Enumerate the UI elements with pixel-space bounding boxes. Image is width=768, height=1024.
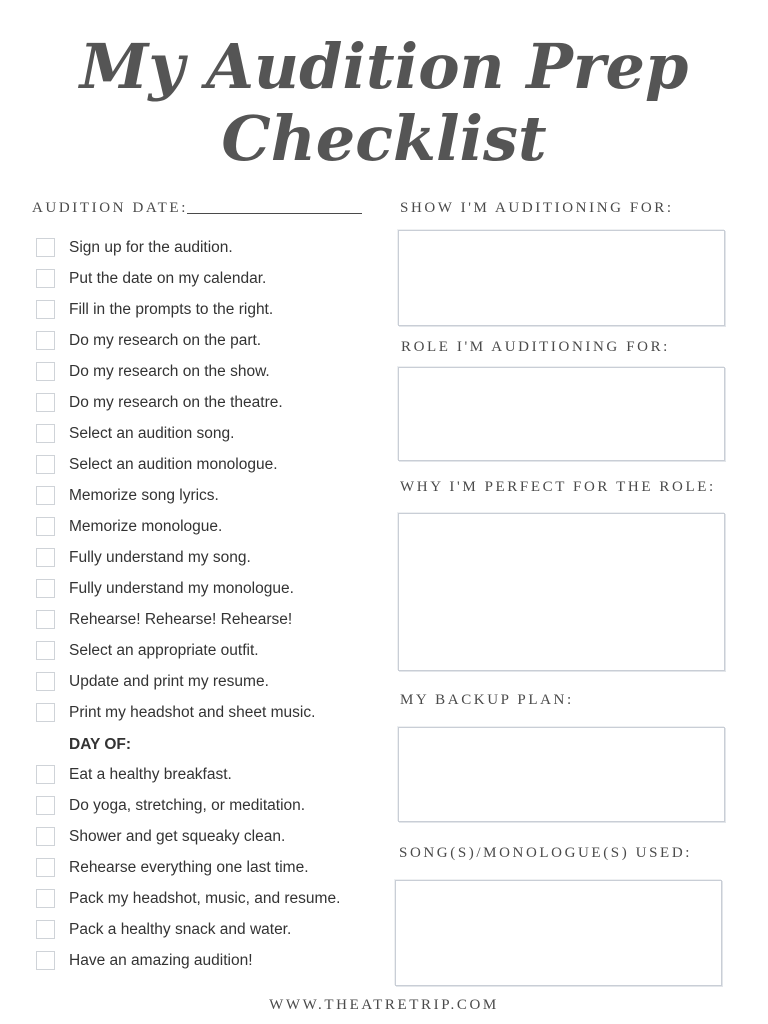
checkbox[interactable] (36, 517, 55, 536)
checklist-item[interactable] (36, 300, 386, 322)
checklist-item-label: Memorize monologue. (69, 518, 223, 535)
checklist-item[interactable] (36, 424, 386, 446)
checklist-item-label: Put the date on my calendar. (69, 270, 267, 287)
footer-url[interactable]: WWW.THEATRETRIP.COM (269, 997, 499, 1013)
audition-date-line[interactable] (187, 213, 362, 214)
day-of-item-label: Do yoga, stretching, or meditation. (69, 797, 306, 814)
checkbox[interactable] (36, 300, 55, 319)
checkbox[interactable] (36, 827, 55, 846)
day-of-item[interactable] (36, 765, 386, 787)
checklist-item-label: Rehearse! Rehearse! Rehearse! (69, 611, 293, 628)
checklist-item[interactable] (36, 579, 386, 601)
prompt-backup-box[interactable] (398, 727, 725, 822)
checkbox[interactable] (36, 920, 55, 939)
checklist-item-label: Print my headshot and sheet music. (69, 704, 316, 721)
checklist-item[interactable] (36, 641, 386, 663)
checkbox[interactable] (36, 548, 55, 567)
audition-date-label: AUDITION DATE: (32, 200, 188, 216)
prompt-backup-label: MY BACKUP PLAN: (400, 692, 574, 708)
prompt-role-label: ROLE I'M AUDITIONING FOR: (401, 339, 670, 355)
day-of-item-label: Pack my headshot, music, and resume. (69, 890, 341, 907)
day-of-item[interactable] (36, 889, 386, 911)
checklist-item[interactable] (36, 269, 386, 291)
checkbox[interactable] (36, 951, 55, 970)
checklist-item-label: Sign up for the audition. (69, 239, 233, 256)
checklist-item[interactable] (36, 393, 386, 415)
checkbox[interactable] (36, 455, 55, 474)
day-of-item[interactable] (36, 951, 386, 973)
checklist-item-label: Update and print my resume. (69, 673, 269, 690)
checkbox[interactable] (36, 641, 55, 660)
checkbox[interactable] (36, 393, 55, 412)
prompt-why-label: WHY I'M PERFECT FOR THE ROLE: (400, 479, 716, 495)
checkbox[interactable] (36, 765, 55, 784)
checkbox[interactable] (36, 672, 55, 691)
checkbox[interactable] (36, 579, 55, 598)
checklist-item[interactable] (36, 610, 386, 632)
prompt-songs-box[interactable] (395, 880, 722, 986)
checklist-item-label: Do my research on the part. (69, 332, 262, 349)
checkbox[interactable] (36, 796, 55, 815)
day-of-item-label: Shower and get squeaky clean. (69, 828, 286, 845)
checklist-item[interactable] (36, 331, 386, 353)
checkbox[interactable] (36, 486, 55, 505)
prompt-show-label: SHOW I'M AUDITIONING FOR: (400, 200, 674, 216)
checklist-item[interactable] (36, 486, 386, 508)
page-title-line-1: My Audition Prep (79, 30, 689, 103)
checkbox[interactable] (36, 424, 55, 443)
day-of-heading: DAY OF: (69, 736, 132, 753)
checklist-item[interactable] (36, 672, 386, 694)
prompt-why-box[interactable] (398, 513, 725, 671)
day-of-item-label: Eat a healthy breakfast. (69, 766, 232, 783)
day-of-item[interactable] (36, 920, 386, 942)
checklist-item[interactable] (36, 238, 386, 260)
checklist-item[interactable] (36, 548, 386, 570)
checklist-item-label: Select an audition monologue. (69, 456, 278, 473)
checklist-item-label: Fully understand my song. (69, 549, 251, 566)
checklist-item[interactable] (36, 517, 386, 539)
checkbox[interactable] (36, 703, 55, 722)
checklist-item-label: Do my research on the show. (69, 363, 270, 380)
page-title-line-2: Checklist (221, 102, 547, 175)
checkbox[interactable] (36, 362, 55, 381)
checklist-item[interactable] (36, 362, 386, 384)
checklist-item-label: Fully understand my monologue. (69, 580, 294, 597)
prompt-show-box[interactable] (398, 230, 725, 326)
checklist-item[interactable] (36, 455, 386, 477)
checklist-item-label: Do my research on the theatre. (69, 394, 283, 411)
checklist-item[interactable] (36, 703, 386, 725)
checkbox[interactable] (36, 269, 55, 288)
checkbox[interactable] (36, 889, 55, 908)
prompt-songs-label: SONG(S)/MONOLOGUE(S) USED: (399, 845, 693, 861)
day-of-item[interactable] (36, 796, 386, 818)
checklist-item-label: Select an audition song. (69, 425, 235, 442)
prompt-role-box[interactable] (398, 367, 725, 461)
day-of-item-label: Rehearse everything one last time. (69, 859, 309, 876)
checklist-item-label: Memorize song lyrics. (69, 487, 219, 504)
day-of-item-label: Pack a healthy snack and water. (69, 921, 292, 938)
checkbox[interactable] (36, 238, 55, 257)
checkbox[interactable] (36, 858, 55, 877)
day-of-item[interactable] (36, 858, 386, 880)
checklist-item-label: Select an appropriate outfit. (69, 642, 259, 659)
checkbox[interactable] (36, 331, 55, 350)
checklist-item-label: Fill in the prompts to the right. (69, 301, 274, 318)
checkbox[interactable] (36, 610, 55, 629)
day-of-item-label: Have an amazing audition! (69, 952, 253, 969)
day-of-item[interactable] (36, 827, 386, 849)
